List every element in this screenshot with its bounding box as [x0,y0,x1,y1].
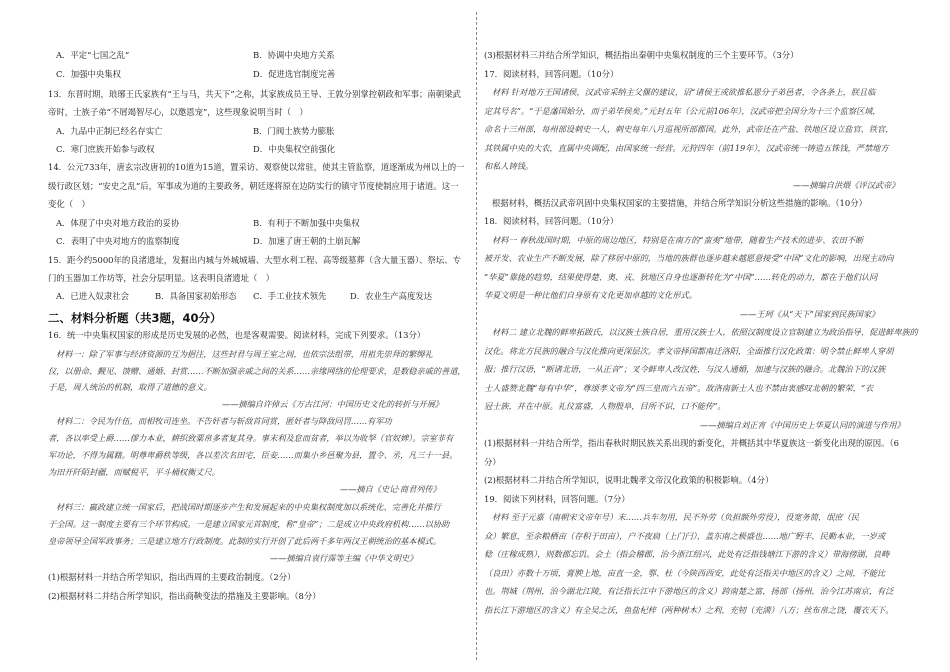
q12-option-c: C．加强中央集权 [56,69,122,79]
q18-material2-source: ——摘编自刘正宵《中国历史上华夏认同的演进与作用》 [700,420,905,430]
q18-material1-line2: 被开发、农业生产不断发展，除了移居中原的，当地的族群也逐步越来越愿意接受“中国”文化的影响，出现主动向 [484,253,894,263]
q16-material2-line1: 材料二：令民为什伍，而相牧司连坐。不告奸者与斩敌首同赏，匿奸者与降敌同罚……有军功 [56,416,392,426]
q18-material2-line3: 服；推行汉语，“断诸北语，一从正音”；叉令鲜卑人改汉姓，与汉人通婚，加速与汉族的融合。北魏治下的汉族 [484,364,886,374]
q17-material-line3: 命名十三州部，每州部设刺史一人，刺史每年八月巡视所部郡国。此外，武帝还在产盐、铁地区设立盐官、铁官， [484,124,894,134]
q14-stem-line3: 变化（ ） [48,199,90,209]
q19-material-line4: （良田）亦数十万顷，膏腴上地，亩直一金，鄠、杜（今陕西西安，此处有泛指关中地区的含义）之间，不能比 [484,568,886,578]
q16-requirement1: (1)根据材料一并结合所学知识，指出西周的主要政治制度。（2分） [48,572,296,582]
q19-material-line1: 材料 至于元嘉（南朝宋文帝年号）末……兵车勿用，民不外劳（负担额外劳役），役宽务简，氓庶（民 [492,512,859,522]
q16-stem: 16．统一中央集权国家的形成是历史发展的必然，也是客观需要。阅读材料，完成下列要求。（13分） [48,330,426,340]
q16-material1-line2: 仪，以册命、觐见、馈赠、通婚、封赏……不断加强亲戚之间的关系……亲缘网络的伦理要求，是数稳亲戚的善道， [48,366,466,376]
q15-option-c: C．手工业技术领先 [253,291,327,301]
q18-material2-line5: 冠士族，并在中原。礼仪富盛，人物殷阜，目所不识，口不能传”。 [484,401,726,411]
q17-material-line5: 和私人铸钱。 [484,161,534,171]
q15-stem-line1: 15．距今约5000年的良渚遗址，发掘出内城与外城城墙、大型水利工程、高等级墓葬（含大量玉器）、祭坛、专 [48,255,462,265]
q18-material2-line4: 士人盛赞北魏“每有中华”，尊颂孝文帝为“四三皇而六五帝”。故洛南新士人也不禁由衷感叹北朝的繁荣，“衣 [484,383,874,393]
q16-material2-source: ——摘自《史记·商君列传》 [340,484,441,494]
q18-material1-line1: 材料一 春秋战国时期，中原的周边地区，特别是在南方的“蛮夷”地带，随着生产技术的进步、农田不断 [492,235,864,245]
q19-material-line6: 指长江下游地区的含义）有全吴之沃，鱼盐杞梓（两种树木）之利，充牣（充满）八方；丝布帛之饶，覆衣天下。 [484,605,894,615]
q18-requirement1-line1: (1)根据材料一并结合所学，指出春秋时期民族关系出现的新变化，并概括其中华夏族这一新变化出现的原因。（6 [484,438,899,448]
q16-material3-line2: 于全国。这一制度主要有三个环节构成。一是建立国家元首制度，称“皇帝”；二是成立中央政府机构……以协助 [48,519,450,529]
q16-material3-source: ——摘编自袁行霈等主编《中华文明史》 [270,553,418,563]
q13-option-b: B．门阀士族势力膨胀 [253,126,335,136]
q17-material-line2: 定其号名”。“于是藩国始分，而子弟毕侯矣。”元封五年（公元前106年），汉武帝把全国分为十三个监察区域， [484,106,881,116]
q17-question: 根据材料，概括汉武帝巩固中央集权国家的主要措施，并结合所学知识分析这些措施的影响。（10分） [492,198,867,208]
q18-material2-line1: 材料二 建立北魏的鲜卑拓跋氏，以汉族士族自居，重用汉族士人，依照汉制度设立官制建立为政治指导，促进鲜卑族的 [492,327,918,337]
q12-option-d: D．促进选官制度完善 [253,69,336,79]
q15-option-b: B．具备国家初始形态 [155,291,237,301]
q18-stem: 18．阅读材料，回答问题。（10分） [484,216,619,226]
q14-option-b: B．有利于不断加强中央集权 [253,218,360,228]
q16-material3-line1: 材料三：嬴政建立统一国家后，把战国时期逐步产生和发展起来的中央集权制度加以系统化、完善化并推行 [56,502,441,512]
q19-stem: 19．阅读下列材料，回答问题。（7分） [484,494,630,504]
q19-material-line2: 众）繁息，至余粮栖亩（存积于田亩），户不夜扃（上门闩），盖东南之极盛也……地广野丰，民勤本业，一岁或 [484,531,886,541]
q18-material1-line4: 华夏文明是一种比他们自身原有文化更加卓越的文化形式。 [484,290,697,300]
q14-stem-line1: 14．公元733年，唐玄宗改唐初的10道为15道，置采访、观察使以常驻，使其主管监察，道逐渐成为州以上的一 [48,162,465,172]
q15-stem-line2: 门的玉器加工作坊等，社会分层明显。这表明良渚遗址（ ） [48,273,275,283]
section-title: 二、材料分析题（共3题，40分） [48,311,222,325]
q18-requirement2: (2)根据材料二并结合所学知识，说明北魏孝文帝汉化政策的积极影响。（4分） [484,475,774,485]
q14-option-c: C．表明了中央对地方的监察制度 [56,236,180,246]
q17-stem: 17．阅读材料，回答问题。（10分） [484,69,619,79]
q18-material1-source: ——王珂《从“天下”国家到民族国家》 [740,309,880,319]
q12-option-b: B．协调中央地方关系 [253,50,335,60]
q16-material2-line4: 为田开阡陌封疆，而赋税平，平斗桶权衡丈尺。 [48,467,220,477]
q19-material-line5: 也。荆城（荆州，治今湖北江陵，有泛指长江中下游地区的含义）跨南楚之富，扬部（扬州，治今江苏南京，有泛 [484,586,894,596]
q16-material1-line1: 材料一：除了军事与经济资源的互为挹注，这些封君与周王室之间，也依宗法组带，用祖先崇拜的繁缛礼 [56,349,433,359]
q18-requirement1-line2: 分） [484,457,501,467]
q14-option-d: D．加速了唐王朝的土崩瓦解 [253,236,361,246]
q16-material1-source: ——摘编自许倬云《万古江河：中国历史文化的转折与开展》 [222,399,444,409]
q16-requirement2: (2)根据材料二并结合所学知识，指出商鞅变法的措施及主要影响。（8分） [48,591,321,601]
q16-material2-line2: 者，各以率受上爵……僇力本业，耕织致粟帛多者复其身。事末利及怠而贫者，举以为收孥（官奴婢）。宗室非有 [48,433,454,443]
q13-stem-line2: 帝时，士族子弟“不屑竭智尽心，以邀恩宠”，这些现象说明当时（ ） [48,107,308,117]
q18-material1-line3: “华夏”靠拢的趋势，结果使得楚、奥、戎、狄地区自身也逐渐转化为“中国”……转化的动力，都在于他们认同 [484,272,878,282]
q15-option-d: D．农业生产高度发达 [350,291,433,301]
q17-material-source: ——摘编自洪煨《评汉武帝》 [793,180,900,190]
q17-material-line1: 材料 针对地方王国诸侯，汉武帝采纳主父偃的建议，诏“诸侯王或欲推私恩分子弟邑者，令各条上，朕且临 [492,87,876,97]
column-divider [476,12,477,660]
q16-material3-line3: 皇帝领导全国军政事务；三是建立地方行政制度。此制的实行开创了此后两千多年两汉王朝统治的基本模式。 [48,536,442,546]
q14-stem-line2: 级行政区划；“安史之乱”后，军事成为道的主要政务，朝廷逐将原在边防实行的镇守节度使制应用于诸道。这一 [48,181,459,191]
q19-material-line3: 稔（庄稼成熟），则数郡忘饥。会土（指会稽郡，治今浙江绍兴，此处有泛指钱塘江下游的含义）带海傍湖，良畴 [484,549,890,559]
q16-material1-line3: 于是，周人统治的机制，取得了道德的意义。 [48,382,212,392]
q14-option-a: A．体现了中央对地方政治的妥协 [56,218,180,228]
q18-material2-line2: 汉化。将北方民族的融合与汉化推向更深层次。孝文帝择国都南迁洛阳，全面推行汉化政策：明令禁止鲜卑人穿胡 [484,346,894,356]
q16-material2-line3: 军功论，不得为属籍。明尊卑爵秩等级，各以差次名田宅，臣妾……而集小乡邑聚为县，置令、丞，凡三十一县。 [48,450,458,460]
q13-stem-line1: 13．东晋时期，琅琊王氏家族有“王与马，共天下”之称，其家族成员王导、王敦分别掌控朝政和军事；南朝梁武 [48,89,461,99]
q15-option-a: A．已进入奴隶社会 [56,291,130,301]
q13-option-d: D．中央集权空前强化 [253,144,336,154]
q16-requirement3: (3)根据材料三并结合所学知识，概括指出秦朝中央集权制度的三个主要环节。（3分） [484,50,799,60]
q12-option-a: A．平定“七国之乱” [56,50,130,60]
q17-material-line4: 其铁属中央的大农，直属中央调配，由国家统一经营。元狩四年（前119年），汉武帝统一铸造五铢钱，严禁地方 [484,143,889,153]
q13-option-a: A．九品中正制已经名存实亡 [56,126,163,136]
q13-option-c: C．寒门庶族开始参与政权 [56,144,155,154]
